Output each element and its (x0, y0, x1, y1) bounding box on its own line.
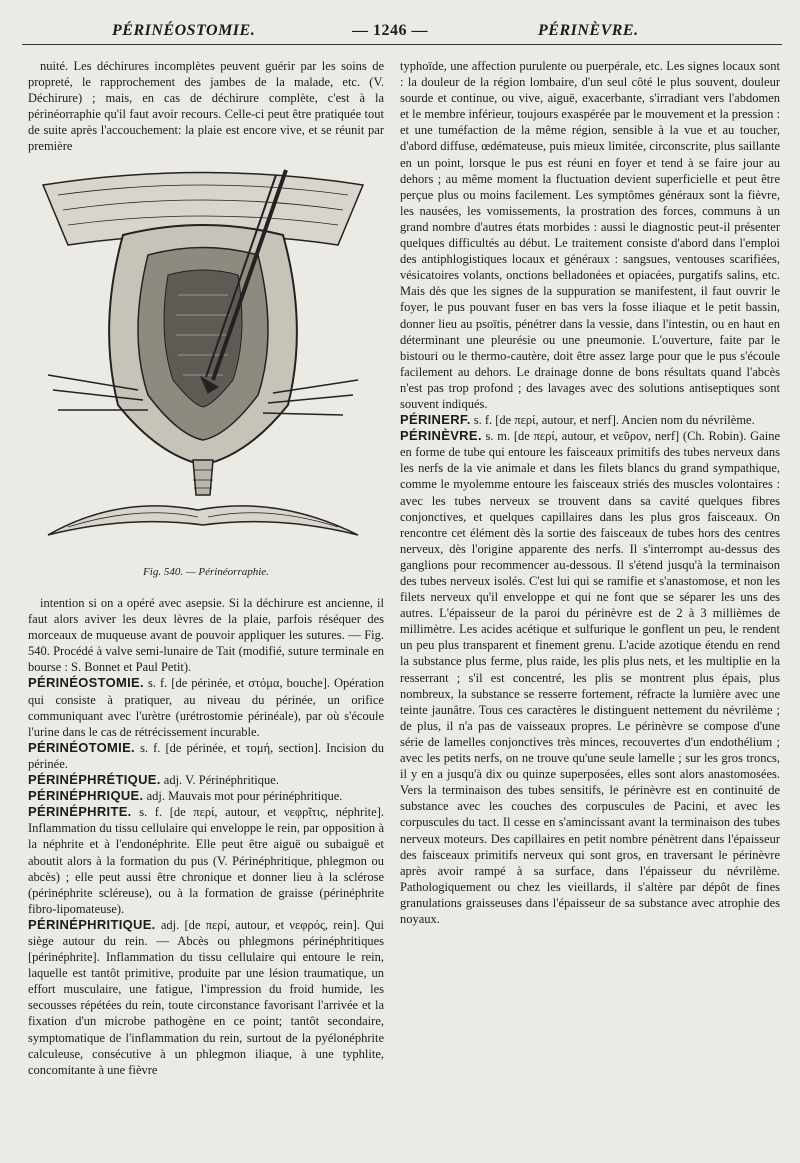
left-column-top (28, 58, 384, 155)
definition: adj. Mauvais mot pour périnéphritique. (146, 789, 343, 804)
entry-perinephretique (28, 772, 384, 788)
running-header (0, 22, 800, 44)
header-right-word: PÉRINÈVRE. (538, 22, 639, 39)
headword: PÉRINÉPHRIQUE. (28, 788, 144, 804)
entry-perinephrite (28, 804, 384, 917)
entry-perinephritique (28, 917, 384, 1078)
headword: PÉRINÉPHRITIQUE. (28, 916, 156, 932)
entry-perinerf (400, 412, 780, 428)
header-left-word: PÉRINÉOSTOMIE. (112, 22, 256, 39)
definition: adj. [de περί, autour, et νεφρός, rein]. Qui siège autour du rein. — Abcès ou phlegmons périnéphritiques [périnéphrite]. Inflammation du tissu cellulaire qui entoure le rein, laquelle est tantôt primitive, produite par une lésion traumatique, un effort musculaire, une fatigue, l'impression du froid humide, les secousses répétées du rein, toute circonstance favorisant l'arrivée et la fixation d'un microbe pathogène en ce point; tantôt secondaire, symptomatique de l'inflammation du rein, surtout de la pyélonéphrite calculeuse, consécutive à un phlegmon iliaque, à une typhlite, concomitante à une fièvre (28, 917, 385, 1077)
continuation-text: nuité. Les déchirures incomplètes peuvent guérir par les soins de propreté, le rapprochement des jambes de la malade, etc. (V. Déchirure) ; mais, en cas de déchirure complète, c'est à la périnéorraphie qu'il faut avoir recours. Celle-ci peut être pratiquée tout de suite après l'accouchement: la plaie est encore vive, et se réunit par première (28, 59, 384, 154)
perineorraphy-illustration (38, 165, 368, 550)
headword: PÉRINÈVRE. (400, 428, 482, 444)
headword: PÉRINERF. (400, 412, 471, 428)
headword: PÉRINÉOTOMIE. (28, 739, 135, 755)
left-column-bottom (28, 595, 384, 1078)
continuation-text: typhoïde, une affection purulente ou puerpérale, etc. Les signes locaux sont : la douleur de la région lombaire, d'un seul côté le plus souvent, douleur sourde et continue, ou vive, aiguë, exacerbante, s'irradiant vers l'abdomen et le membre inférieur, toujours exaspérée par le mouvement et la pression : et une tuméfaction de la même région, sensible à la vue et au toucher, d'abord diffuse, œdémateuse, puis mieux limitée, circonscrite, plus saillante en un point, lorsque le pus est réuni en foyer et tend à se faire jour au dehors ; au même moment la fluctuation devient superficielle et peut être perçue plus ou moins facilement. Les symptômes généraux sont la fièvre, les nausées, les vomissements, la prostration des forces, communs à un grand nombre d'autres états morbides : aussi le diagnostic peut-il présenter quelques difficultés au début. Le traitement consiste d'abord dans l'emploi des antiphlogistiques locaux et généraux : sangsues, ventouses scarifiées, vésicatoires volants, onctions belladonées et opiacées, purgatifs salins, etc. Mais dès que les signes de la suppuration se manifestent, il faut ouvrir le foyer, le pus pouvant fuser en bas vers la fosse iliaque et le petit bassin, donner lieu au psoïtis, pénétrer dans la vessie, dans l'intestin, ou en haut en déterminant une pleurésie ou une pneumonie. L'ouverture, faite par le bistouri ou le thermo-cautère, doit être assez large pour que le pus s'écoule facilement au dehors. Le drainage donne de bons résultats quand l'abcès n'est pas trop profond ; des lavages avec des solutions antiseptiques sont souvent indiqués. (400, 59, 780, 411)
definition: s. f. [de περί, autour, et nerf]. Ancien nom du névrilème. (473, 413, 755, 428)
definition: s. f. [de périnée, et τομή, section]. Incision du périnée. (28, 740, 385, 771)
definition: s. f. [de périnée, et στόμα, bouche]. Opération qui consiste à pratiquer, au niveau du périnée, un orifice communiquant avec l'urètre (urétrostomie périnéale), par où s'écoule l'urine dans le cas de rétrécissement incurable. (28, 676, 385, 739)
headword: PÉRINÉPHRÉTIQUE. (28, 772, 161, 788)
entry-perineostomie (28, 675, 384, 739)
figure-caption: Fig. 540. — Périnéorraphie. (143, 566, 269, 578)
page-number: — 1246 — (352, 22, 428, 39)
header-rule (22, 44, 782, 45)
definition: adj. V. Périnéphritique. (163, 773, 279, 788)
headword: PÉRINÉOSTOMIE. (28, 675, 144, 691)
definition: s. f. [de περί, autour, et νεφρῖτις, néphrite]. Inflammation du tissu cellulaire qui enveloppe le rein, par opposition à la néphrite et à l'endonéphrite. Elle peut être aiguë ou subaiguë et aboutit alors à la formation du pus (V. Périnéphritique, phlegmon ou abcès) ; elle peut aussi être chronique et donner lieu à la sclérose (périnéphrite scléreuse), ou à la formation de graisse (périnéphrite fibro-lipomateuse). (28, 805, 384, 916)
entry-perinevre (400, 428, 780, 927)
right-column (400, 58, 780, 927)
headword: PÉRINÉPHRITE. (28, 804, 132, 820)
definition: s. m. [de περί, autour, et νεῦρον, nerf] (Ch. Robin). Gaine en forme de tube qui entoure les faisceaux primitifs des tubes nerveux dans les nerfs de la vie animale et dans les filets blancs du grand sympathique, comme le myolemme entoure les faisceaux striés des muscles volontaires : avec les tubes nerveux se trouvent dans sa cavité quelques fibres conjonctives, et quelques capillaires dans les plus gros faisceaux. On rencontre cet élément dès la sortie des faisceaux de tubes hors des centres nerveux, dès l'origine apparente des nerfs. Il s'interrompt au-dessus des ganglions pour recommencer au-dessous. Il s'étend jusqu'à la terminaison des tubes nerveux isolés. C'est lui qui se ramifie et s'anastomose, et non les filets nerveux qu'il enveloppe et qui ne font que se séparer les uns des autres. L'épaisseur de la paroi du périnèvre est de 2 à 3 millièmes de millimètre. Les acides acétique et sulfurique le gonflent un peu, le rendent un peu plus transparent et finement grenu. L'acide azotique étendu en rend la substance plus ferme, plus raide, les plis plus nets, et les multiplie en la resserrant ; s'il est concentré, les plis se montrent plus épais, plus nombreux, la substance se resserre fortement, réfracte la lumière avec une teinte jaunâtre. Tous ces caractères le distinguent nettement du névrilème ; de plus, il n'a pas de vaisseaux propres. Le périnèvre se compose d'une série de lamelles conjonctives très minces, recouvertes d'un endothélium ; avec les petits nerfs, on ne trouve qu'une seule lamelle ; sur les gros troncs, il y en a jusqu'à dix ou quinze superposées, elles sont alors anastomosées. Vers la terminaison des tubes sensitifs, le périnèvre est en continuité de substance avec les couches des corpuscules de Pacini, et avec les corpuscules du tact. Il cesse en s'amincissant avant la terminaison des tubes nerveux moteurs. Des capillaires en petit nombre pénètrent dans l'épaisseur des faisceaux primitifs nerveux qui sont gros, en traversant le périnèvre après avoir rampé à sa surface, dans l'épaisseur du névrilème. Pathologiquement ou chez les vieillards, il s'altère par dépôt de fines granulations graisseuses dans l'épaisseur de sa substance avec atrophie des noyaux. (400, 429, 781, 926)
entry-perinephrique (28, 788, 384, 804)
entry-perineotomie (28, 740, 384, 772)
continuation-paragraph: intention si on a opéré avec asepsie. Si la déchirure est ancienne, il faut alors aviver les deux lèvres de la plaie, parfois réséquer des morceaux de muqueuse avant de pouvoir appliquer les sutures. — Fig. 540. Procédé à valve semi-lunaire de Tait (modifié, suture terminale en bourse : S. Bonnet et Paul Petit). (28, 596, 384, 675)
